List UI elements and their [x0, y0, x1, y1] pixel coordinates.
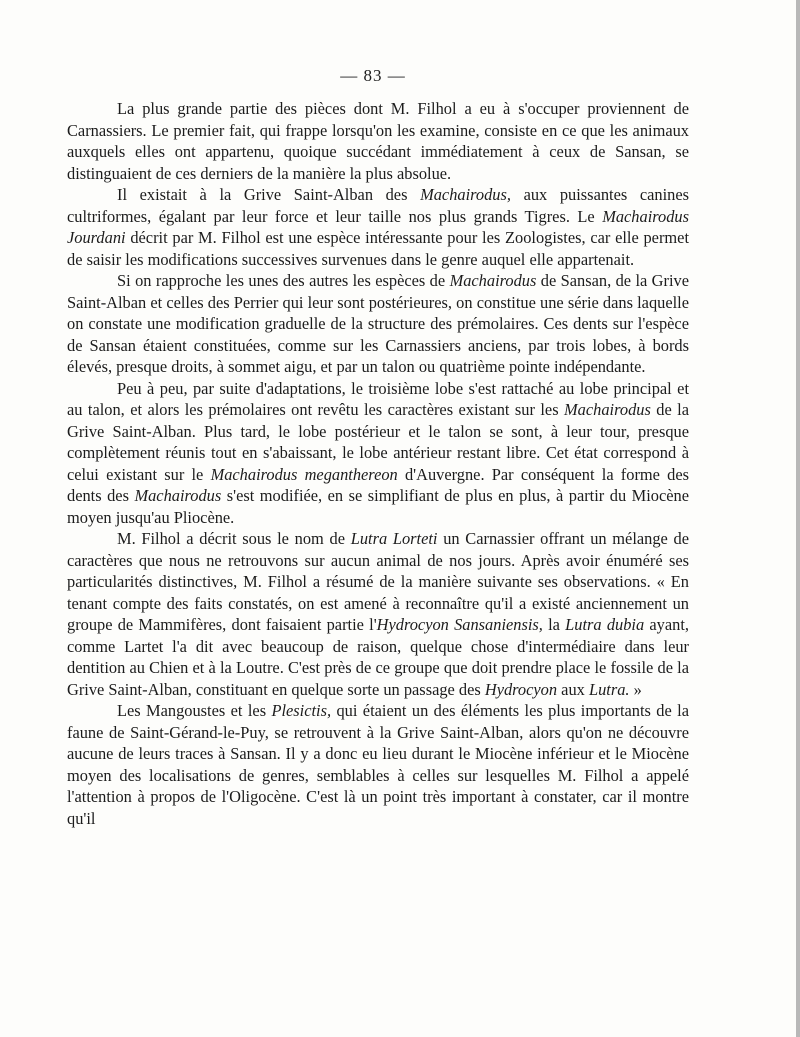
text-run: de Sansan, de la Grive Saint-Alban et celles des Perrier qui leur sont postérieures, on constitue une série dans laquelle on constate une modification graduelle de la structure des prémolaires. Ces dents sur l'espèce de Sansan étaient constituées, comme sur les Carnassiers anciens, par trois lobes, à bords élevés, presque droits, à sommet aigu, et par un talon ou quatrième pointe indépendante.	[67, 271, 689, 376]
text-run: d'Auvergne. Par conséquent la forme des dents des	[67, 464, 690, 505]
text-run: Les Mangoustes et les	[117, 701, 272, 720]
paragraph-3	[67, 270, 689, 378]
taxon-name: Hydrocyon Sansaniensis,	[376, 615, 543, 634]
taxon-name: Machairodus	[449, 271, 537, 290]
text-run: un Carnassier offrant un mélange de caractères que nous ne retrouvons sur aucun animal de nos jours. Après avoir énuméré ses particularités distinctives, M. Filhol a résumé de la manière suivante ses observations. « En tenant compte des faits constatés, on est amené à reconnaître qu'il a existé anciennement un groupe de Mammifères, dont faisaient partie l'	[67, 529, 689, 634]
text-run: Si on rapproche les unes des autres les espèces de	[117, 271, 450, 290]
text-run: décrit par M. Filhol est une espèce intéressante pour les Zoologistes, car elle permet de saisir les modifications successives survenues dans le genre auquel elle appartenait.	[67, 228, 689, 269]
text-run: aux	[557, 679, 589, 699]
paragraph-6	[67, 700, 689, 829]
taxon-name: Machairodus meganthereon	[210, 464, 398, 484]
text-run: »	[629, 679, 642, 699]
text-run: qui étaient un des éléments les plus importants de la faune de Saint-Gérand-le-Puy, se retrouvent à la Grive Saint-Alban, alors qu'on ne découvre aucune de leurs traces à Sansan. Il y a donc eu lieu durant le Miocène inférieur et le Miocène moyen des localisations de genres, semblables à celles sur lesquelles M. Filhol a appelé l'attention à propos de l'Oligocène. C'est là un point très important à constater, car il montre qu'il	[67, 701, 689, 828]
taxon-name: Machairodus	[134, 486, 222, 505]
text-run: ayant, comme Lartet l'a dit avec beaucoup de raison, quelque chose d'intermédiaire dans leur dentition au Chien et à la Loutre. C'est près de ce groupe que doit prendre place le fossile de la Grive Saint-Alban, constituant en quelque sorte un passage des	[67, 615, 689, 699]
page-edge	[796, 0, 800, 1037]
text-run: Peu à peu, par suite d'adaptations, le troisième lobe s'est rattaché au lobe principal et au talon, et alors les prémolaires ont revêtu les caractères existant sur les	[67, 378, 689, 419]
text-run: M. Filhol a décrit sous le nom de	[117, 529, 351, 548]
text-run: La plus grande partie des pièces dont M. Filhol a eu à s'occuper proviennent de Carnassiers. Le premier fait, qui frappe lorsqu'on les examine, consiste en ce que les animaux auxquels elles ont appartenu, quoique succédant immédiatement à ceux de Sansan, se distinguaient de ces derniers de la manière la plus absolue.	[67, 99, 689, 183]
text-run: Il existait à la Grive Saint-Alban des	[117, 185, 421, 204]
taxon-name: Plesictis,	[271, 701, 332, 720]
paragraph-4	[67, 378, 689, 529]
taxon-name: Hydrocyon	[484, 679, 558, 699]
paragraph-2	[67, 184, 689, 270]
page-number: — 83 —	[340, 66, 406, 85]
taxon-name: Lutra Lorteti	[350, 529, 438, 548]
taxon-name: Machairodus	[564, 400, 651, 419]
text-run: s'est modifiée, en se simplifiant de plus en plus, à partir du Miocène moyen jusqu'au Pliocène.	[67, 486, 689, 527]
paragraph-5	[67, 528, 689, 700]
paragraph-1	[67, 98, 689, 184]
text-run: la	[542, 615, 566, 634]
text-run: aux puissantes canines cultriformes, égalant par leur force et leur taille nos plus grands Tigres. Le	[67, 185, 689, 226]
text-run: de la Grive Saint-Alban. Plus tard, le lobe postérieur et le talon se sont, à leur tour, presque complètement réunis tout en s'abaissant, le lobe antérieur restant libre. Cet état correspond à celui existant sur le	[67, 400, 690, 484]
body-text	[67, 98, 689, 829]
taxon-name: Machairodus,	[420, 185, 511, 204]
taxon-name: Machairodus Jourdani	[67, 206, 689, 247]
taxon-name: Lutra.	[588, 679, 630, 699]
taxon-name: Lutra dubia	[565, 615, 645, 634]
